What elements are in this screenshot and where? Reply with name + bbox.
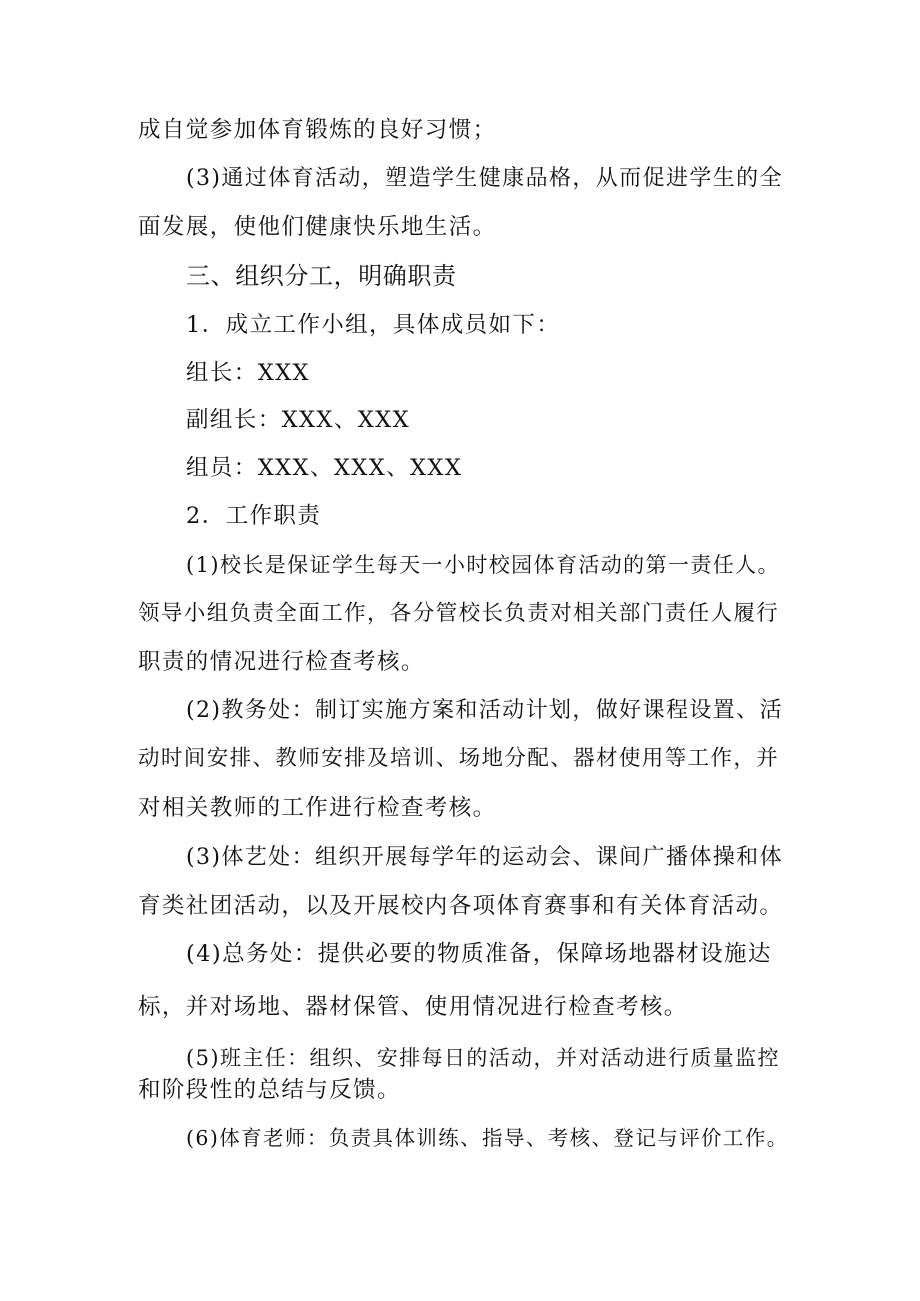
duty-item-2: (2)教务处：制订实施方案和活动计划，做好课程设置、活 [186,698,783,723]
subsection-heading-1: 1．成立工作小组，具体成员如下： [186,312,561,338]
group-members: 组员：XXX、XXX、XXX [186,455,463,481]
list-item-goal-3: (3)通过体育活动，塑造学生健康品格，从而促进学生的全 [186,166,783,191]
group-deputy: 副组长：XXX、XXX [186,407,411,433]
duty-item-6: (6)体育老师：负责具体训练、指导、考核、登记与评价工作。 [186,1126,789,1150]
paragraph-line: 面发展，使他们健康快乐地生活。 [138,214,497,240]
paragraph-line: 和阶段性的总结与反馈。 [138,1077,401,1103]
paragraph-line: 职责的情况进行检查考核。 [138,649,425,675]
paragraph-line: 动时间安排、教师安排及培训、场地分配、器材使用等工作，并 [138,746,780,771]
paragraph-line: 领导小组负责全面工作，各分管校长负责对相关部门责任人履行 [138,601,780,626]
paragraph-line: 成自觉参加体育锻炼的良好习惯； [138,117,497,143]
paragraph-line: 育类社团活动，以及开展校内各项体育赛事和有关体育活动。 [138,893,784,919]
duty-item-5: (5)班主任：组织、安排每日的活动，并对活动进行质量监控 [186,1046,780,1070]
section-heading: 三、组织分工，明确职责 [186,262,457,290]
duty-item-3: (3)体艺处：组织开展每学年的运动会、课间广播体操和体 [186,845,783,870]
duty-item-4: (4)总务处：提供必要的物质准备，保障场地器材设施达 [186,941,772,967]
paragraph-line: 对相关教师的工作进行检查考核。 [138,795,497,821]
subsection-heading-2: 2．工作职责 [186,503,322,529]
group-leader: 组长：XXX [186,360,310,386]
paragraph-line: 标，并对场地、器材保管、使用情况进行检查考核。 [138,994,688,1020]
duty-item-1: (1)校长是保证学生每天一小时校园体育活动的第一责任人。 [186,553,780,577]
